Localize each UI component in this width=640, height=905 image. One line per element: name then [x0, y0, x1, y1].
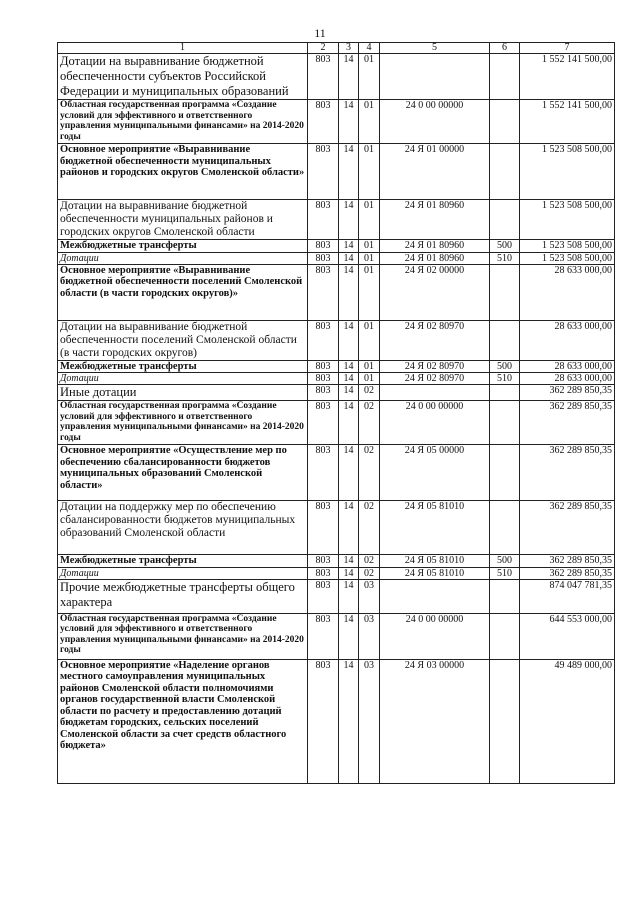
row-code-ministry: 803: [308, 401, 339, 445]
row-code-subsection: 01: [359, 100, 380, 144]
row-code-expense-type: [490, 613, 520, 659]
row-name: Основное мероприятие «Осуществление мер по обеспечению сбалансированности бюджетов муниципальных образований Смоленской области»: [58, 445, 308, 501]
row-code-subsection: 01: [359, 144, 380, 200]
row-code-ministry: 803: [308, 567, 339, 579]
row-code-target: 24 Я 02 00000: [380, 264, 490, 320]
row-amount: 874 047 781,35: [520, 579, 615, 613]
table-row: [58, 320, 615, 360]
header-col-2: 2: [308, 43, 339, 54]
row-amount: 1 523 508 500,00: [520, 240, 615, 253]
row-code-expense-type: [490, 320, 520, 360]
row-code-target: 24 Я 01 80960: [380, 252, 490, 264]
header-col-5: 5: [380, 43, 490, 54]
row-code-section: 14: [339, 659, 359, 783]
table-row: [58, 360, 615, 373]
row-name: Дотации: [58, 252, 308, 264]
row-amount: 1 523 508 500,00: [520, 252, 615, 264]
row-name: Основное мероприятие «Наделение органов местного самоуправления муниципальных районов Смоленской области полномочиями органов государственной власти Смоленской области по расчету и предоставлению дотаций бюджетам городских, сельских поселений Смоленской области за счет средств областного бюджета»: [58, 659, 308, 783]
row-code-expense-type: [490, 501, 520, 555]
row-code-expense-type: [490, 579, 520, 613]
row-amount: 1 523 508 500,00: [520, 200, 615, 240]
row-code-section: 14: [339, 385, 359, 401]
table-row: [58, 567, 615, 579]
row-code-target: 24 Я 05 81010: [380, 555, 490, 568]
row-code-ministry: 803: [308, 144, 339, 200]
row-name: Дотации: [58, 373, 308, 385]
row-name: Дотации: [58, 567, 308, 579]
row-code-ministry: 803: [308, 100, 339, 144]
table-row: [58, 252, 615, 264]
row-code-section: 14: [339, 144, 359, 200]
row-code-section: 14: [339, 445, 359, 501]
row-code-target: 24 0 00 00000: [380, 401, 490, 445]
row-code-target: 24 Я 02 80970: [380, 373, 490, 385]
row-name: Межбюджетные трансферты: [58, 240, 308, 253]
row-code-section: 14: [339, 360, 359, 373]
header-col-3: 3: [339, 43, 359, 54]
row-name: Областная государственная программа «Создание условий для эффективного и ответственного управления муниципальными финансами» на 2014-2020 годы: [58, 100, 308, 144]
row-name: Областная государственная программа «Создание условий для эффективного и ответственного управления муниципальными финансами» на 2014-2020 годы: [58, 613, 308, 659]
row-code-ministry: 803: [308, 264, 339, 320]
header-col-4: 4: [359, 43, 380, 54]
row-code-expense-type: 510: [490, 373, 520, 385]
header-col-1: 1: [58, 43, 308, 54]
row-name: Областная государственная программа «Создание условий для эффективного и ответственного управления муниципальными финансами» на 2014-2020 годы: [58, 401, 308, 445]
row-code-subsection: 01: [359, 360, 380, 373]
row-code-section: 14: [339, 373, 359, 385]
row-name: Дотации на выравнивание бюджетной обеспеченности субъектов Российской Федерации и муниципальных образований: [58, 54, 308, 100]
row-name: Межбюджетные трансферты: [58, 555, 308, 568]
row-code-subsection: 03: [359, 613, 380, 659]
row-amount: 362 289 850,35: [520, 555, 615, 568]
row-amount: 49 489 000,00: [520, 659, 615, 783]
row-name: Прочие межбюджетные трансферты общего характера: [58, 579, 308, 613]
row-name: Межбюджетные трансферты: [58, 360, 308, 373]
row-code-expense-type: [490, 401, 520, 445]
header-col-6: 6: [490, 43, 520, 54]
row-code-section: 14: [339, 240, 359, 253]
table-row: [58, 240, 615, 253]
row-code-ministry: 803: [308, 579, 339, 613]
row-code-target: 24 Я 05 81010: [380, 501, 490, 555]
table-row: [58, 144, 615, 200]
row-code-expense-type: [490, 385, 520, 401]
table-row: [58, 373, 615, 385]
row-code-subsection: 01: [359, 240, 380, 253]
table-row: [58, 401, 615, 445]
row-code-expense-type: [490, 659, 520, 783]
row-code-subsection: 01: [359, 200, 380, 240]
row-code-subsection: 03: [359, 579, 380, 613]
table-row: [58, 264, 615, 320]
table-row: [58, 555, 615, 568]
row-code-expense-type: [490, 445, 520, 501]
row-code-subsection: 01: [359, 320, 380, 360]
row-code-target: 24 Я 01 80960: [380, 240, 490, 253]
row-amount: 28 633 000,00: [520, 373, 615, 385]
header-col-7: 7: [520, 43, 615, 54]
budget-table: [57, 42, 615, 784]
row-code-section: 14: [339, 555, 359, 568]
row-code-ministry: 803: [308, 501, 339, 555]
row-code-ministry: 803: [308, 613, 339, 659]
row-amount: 28 633 000,00: [520, 320, 615, 360]
row-code-expense-type: 500: [490, 240, 520, 253]
row-code-expense-type: 510: [490, 567, 520, 579]
row-code-subsection: 01: [359, 373, 380, 385]
row-code-target: 24 Я 05 81010: [380, 567, 490, 579]
row-code-target: 24 Я 01 00000: [380, 144, 490, 200]
table-row: [58, 659, 615, 783]
row-code-expense-type: [490, 54, 520, 100]
row-code-target: [380, 54, 490, 100]
row-amount: 644 553 000,00: [520, 613, 615, 659]
row-code-target: 24 Я 02 80970: [380, 360, 490, 373]
row-code-subsection: 02: [359, 385, 380, 401]
row-code-target: [380, 579, 490, 613]
row-code-section: 14: [339, 264, 359, 320]
row-code-section: 14: [339, 401, 359, 445]
row-code-section: 14: [339, 579, 359, 613]
row-name: Дотации на поддержку мер по обеспечению сбалансированности бюджетов муниципальных образований Смоленской области: [58, 501, 308, 555]
row-name: Дотации на выравнивание бюджетной обеспеченности муниципальных районов и городских округов Смоленской области: [58, 200, 308, 240]
row-amount: 1 523 508 500,00: [520, 144, 615, 200]
row-code-target: 24 0 00 00000: [380, 100, 490, 144]
row-code-expense-type: [490, 100, 520, 144]
row-code-subsection: 01: [359, 264, 380, 320]
table-row: [58, 501, 615, 555]
row-amount: 362 289 850,35: [520, 567, 615, 579]
row-amount: 362 289 850,35: [520, 501, 615, 555]
row-code-expense-type: [490, 144, 520, 200]
row-code-section: 14: [339, 501, 359, 555]
table-row: [58, 100, 615, 144]
page-number: 11: [314, 26, 326, 40]
row-amount: 1 552 141 500,00: [520, 100, 615, 144]
row-name: Иные дотации: [58, 385, 308, 401]
row-code-ministry: 803: [308, 373, 339, 385]
row-code-target: 24 Я 01 80960: [380, 200, 490, 240]
row-code-ministry: 803: [308, 240, 339, 253]
row-code-expense-type: 500: [490, 555, 520, 568]
row-code-subsection: 02: [359, 567, 380, 579]
table-row: [58, 445, 615, 501]
row-code-ministry: 803: [308, 200, 339, 240]
row-code-subsection: 02: [359, 401, 380, 445]
row-code-section: 14: [339, 613, 359, 659]
row-code-expense-type: 510: [490, 252, 520, 264]
row-code-ministry: 803: [308, 659, 339, 783]
row-code-section: 14: [339, 100, 359, 144]
row-amount: 28 633 000,00: [520, 264, 615, 320]
row-code-expense-type: [490, 264, 520, 320]
row-name: Дотации на выравнивание бюджетной обеспеченности поселений Смоленской области (в части городских округов): [58, 320, 308, 360]
table-row: [58, 385, 615, 401]
row-amount: 28 633 000,00: [520, 360, 615, 373]
row-code-subsection: 02: [359, 501, 380, 555]
row-code-section: 14: [339, 567, 359, 579]
row-name: Основное мероприятие «Выравнивание бюджетной обеспеченности муниципальных районов и городских округов Смоленской области»: [58, 144, 308, 200]
row-code-expense-type: 500: [490, 360, 520, 373]
row-code-subsection: 01: [359, 54, 380, 100]
row-code-section: 14: [339, 54, 359, 100]
row-code-ministry: 803: [308, 555, 339, 568]
row-code-target: 24 Я 03 00000: [380, 659, 490, 783]
row-code-target: 24 0 00 00000: [380, 613, 490, 659]
row-code-ministry: 803: [308, 320, 339, 360]
header-row: [58, 43, 615, 54]
table-row: [58, 54, 615, 100]
row-amount: 362 289 850,35: [520, 385, 615, 401]
row-code-subsection: 01: [359, 252, 380, 264]
row-code-expense-type: [490, 200, 520, 240]
row-code-target: 24 Я 02 80970: [380, 320, 490, 360]
row-code-subsection: 02: [359, 445, 380, 501]
table-row: [58, 200, 615, 240]
row-amount: 362 289 850,35: [520, 401, 615, 445]
row-code-ministry: 803: [308, 385, 339, 401]
row-amount: 1 552 141 500,00: [520, 54, 615, 100]
row-code-ministry: 803: [308, 445, 339, 501]
row-code-section: 14: [339, 200, 359, 240]
row-code-ministry: 803: [308, 360, 339, 373]
row-amount: 362 289 850,35: [520, 445, 615, 501]
row-code-ministry: 803: [308, 252, 339, 264]
row-code-target: 24 Я 05 00000: [380, 445, 490, 501]
row-code-section: 14: [339, 252, 359, 264]
row-name: Основное мероприятие «Выравнивание бюджетной обеспеченности поселений Смоленской области (в части городских округов)»: [58, 264, 308, 320]
row-code-target: [380, 385, 490, 401]
row-code-ministry: 803: [308, 54, 339, 100]
table-row: [58, 613, 615, 659]
row-code-subsection: 03: [359, 659, 380, 783]
row-code-section: 14: [339, 320, 359, 360]
row-code-subsection: 02: [359, 555, 380, 568]
table-row: [58, 579, 615, 613]
